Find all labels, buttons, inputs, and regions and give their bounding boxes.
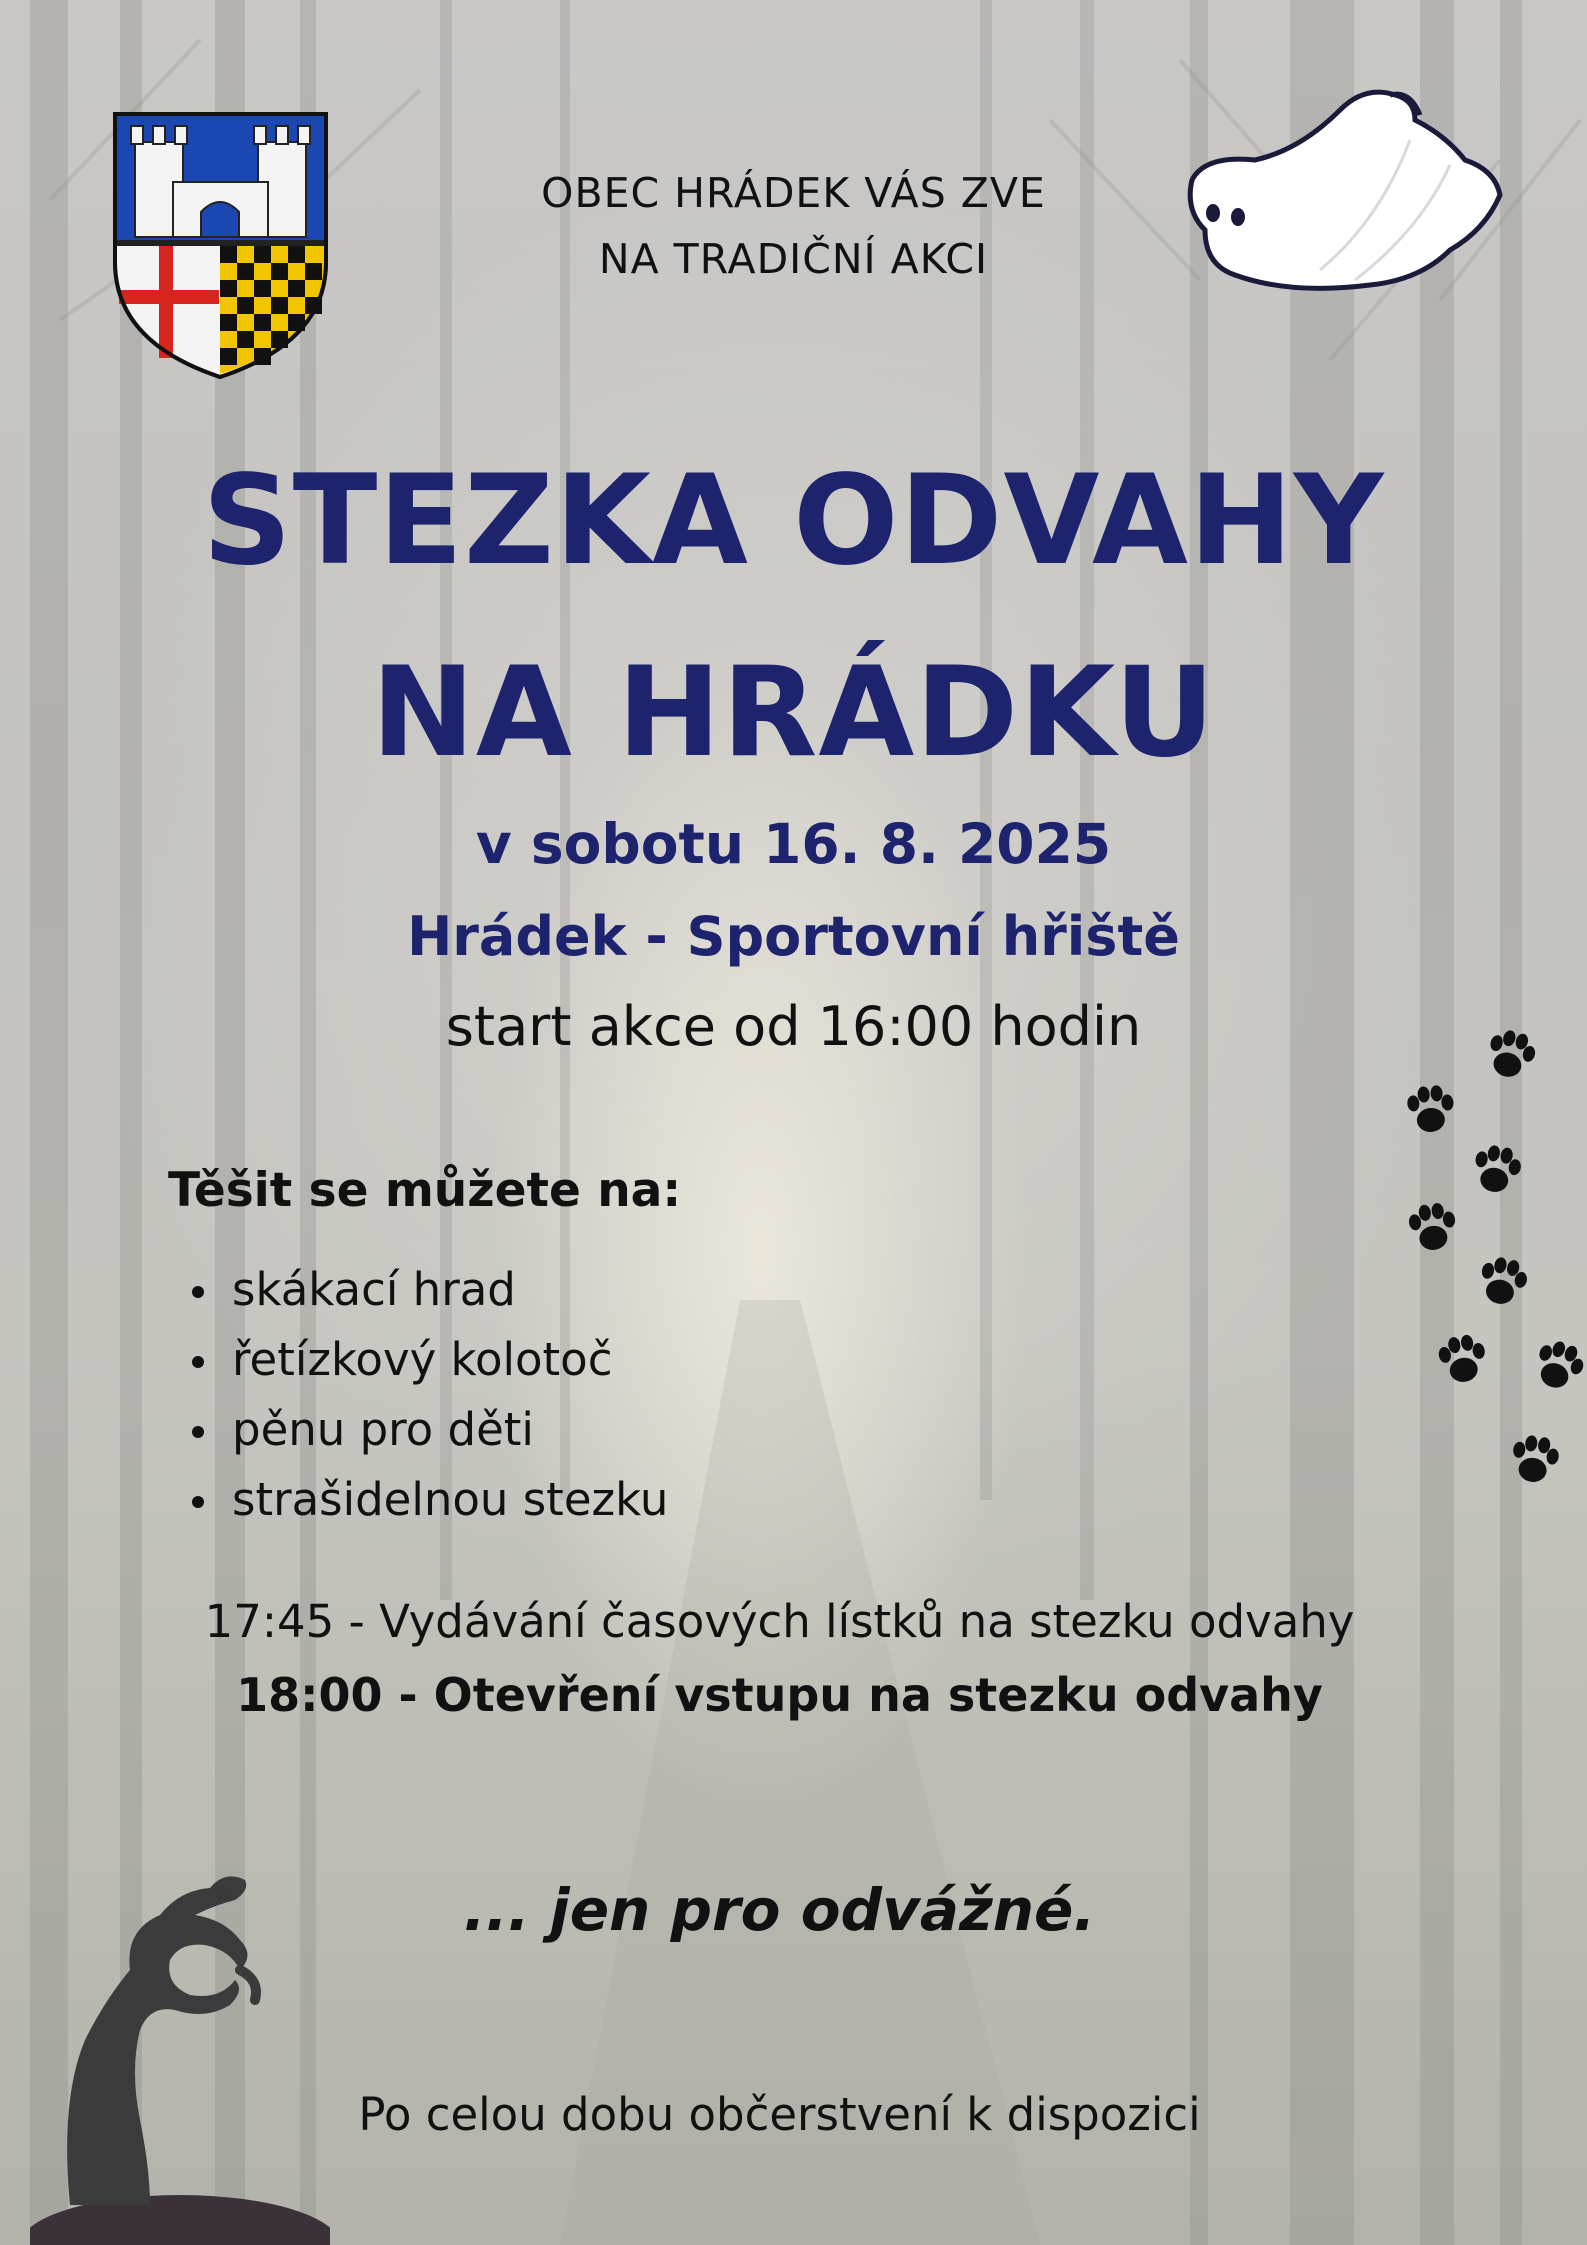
paw-print-icon [1509,1433,1561,1485]
motto: ... jen pro odvážné. [463,1876,1096,1944]
list-item: řetízkový kolotoč [178,1325,668,1395]
event-start-time: start akce od 16:00 hodin [445,995,1142,1058]
event-date: v sobotu 16. 8. 2025 [475,812,1112,876]
event-place: Hrádek - Sportovní hřiště [407,905,1180,968]
paw-print-icon [1436,1332,1489,1385]
list-item: skákací hrad [178,1255,668,1325]
inviter-line-2: NA TRADIČNÍ AKCI [598,235,989,283]
schedule-tickets: 17:45 - Vydávání časových lístků na stezku odvahy [204,1595,1355,1648]
paw-print-icon [1471,1143,1524,1196]
footer-note: Po celou dobu občerstvení k dispozici [358,2088,1201,2141]
event-title [0,425,1587,809]
inviter-line-1: OBEC HRÁDEK VÁS ZVE [541,169,1046,217]
schedule-opening: 18:00 - Otevření vstupu na stezku odvahy [236,1668,1323,1722]
list-item: pěnu pro děti [178,1395,668,1465]
paw-print-icon [1407,1201,1459,1253]
title-line-1: STEZKA ODVAHY [202,449,1385,593]
list-heading: Těšit se můžete na: [168,1163,682,1218]
paw-prints [1390,1010,1587,1510]
attractions-list [178,1255,668,1535]
paw-print-icon [1406,1084,1456,1134]
paw-print-icon [1476,1254,1531,1309]
paw-print-icon [1530,1336,1587,1395]
list-item: strašidelnou stezku [178,1465,668,1535]
title-line-2: NA HRÁDKU [371,641,1216,785]
inviter-text [0,160,1587,292]
